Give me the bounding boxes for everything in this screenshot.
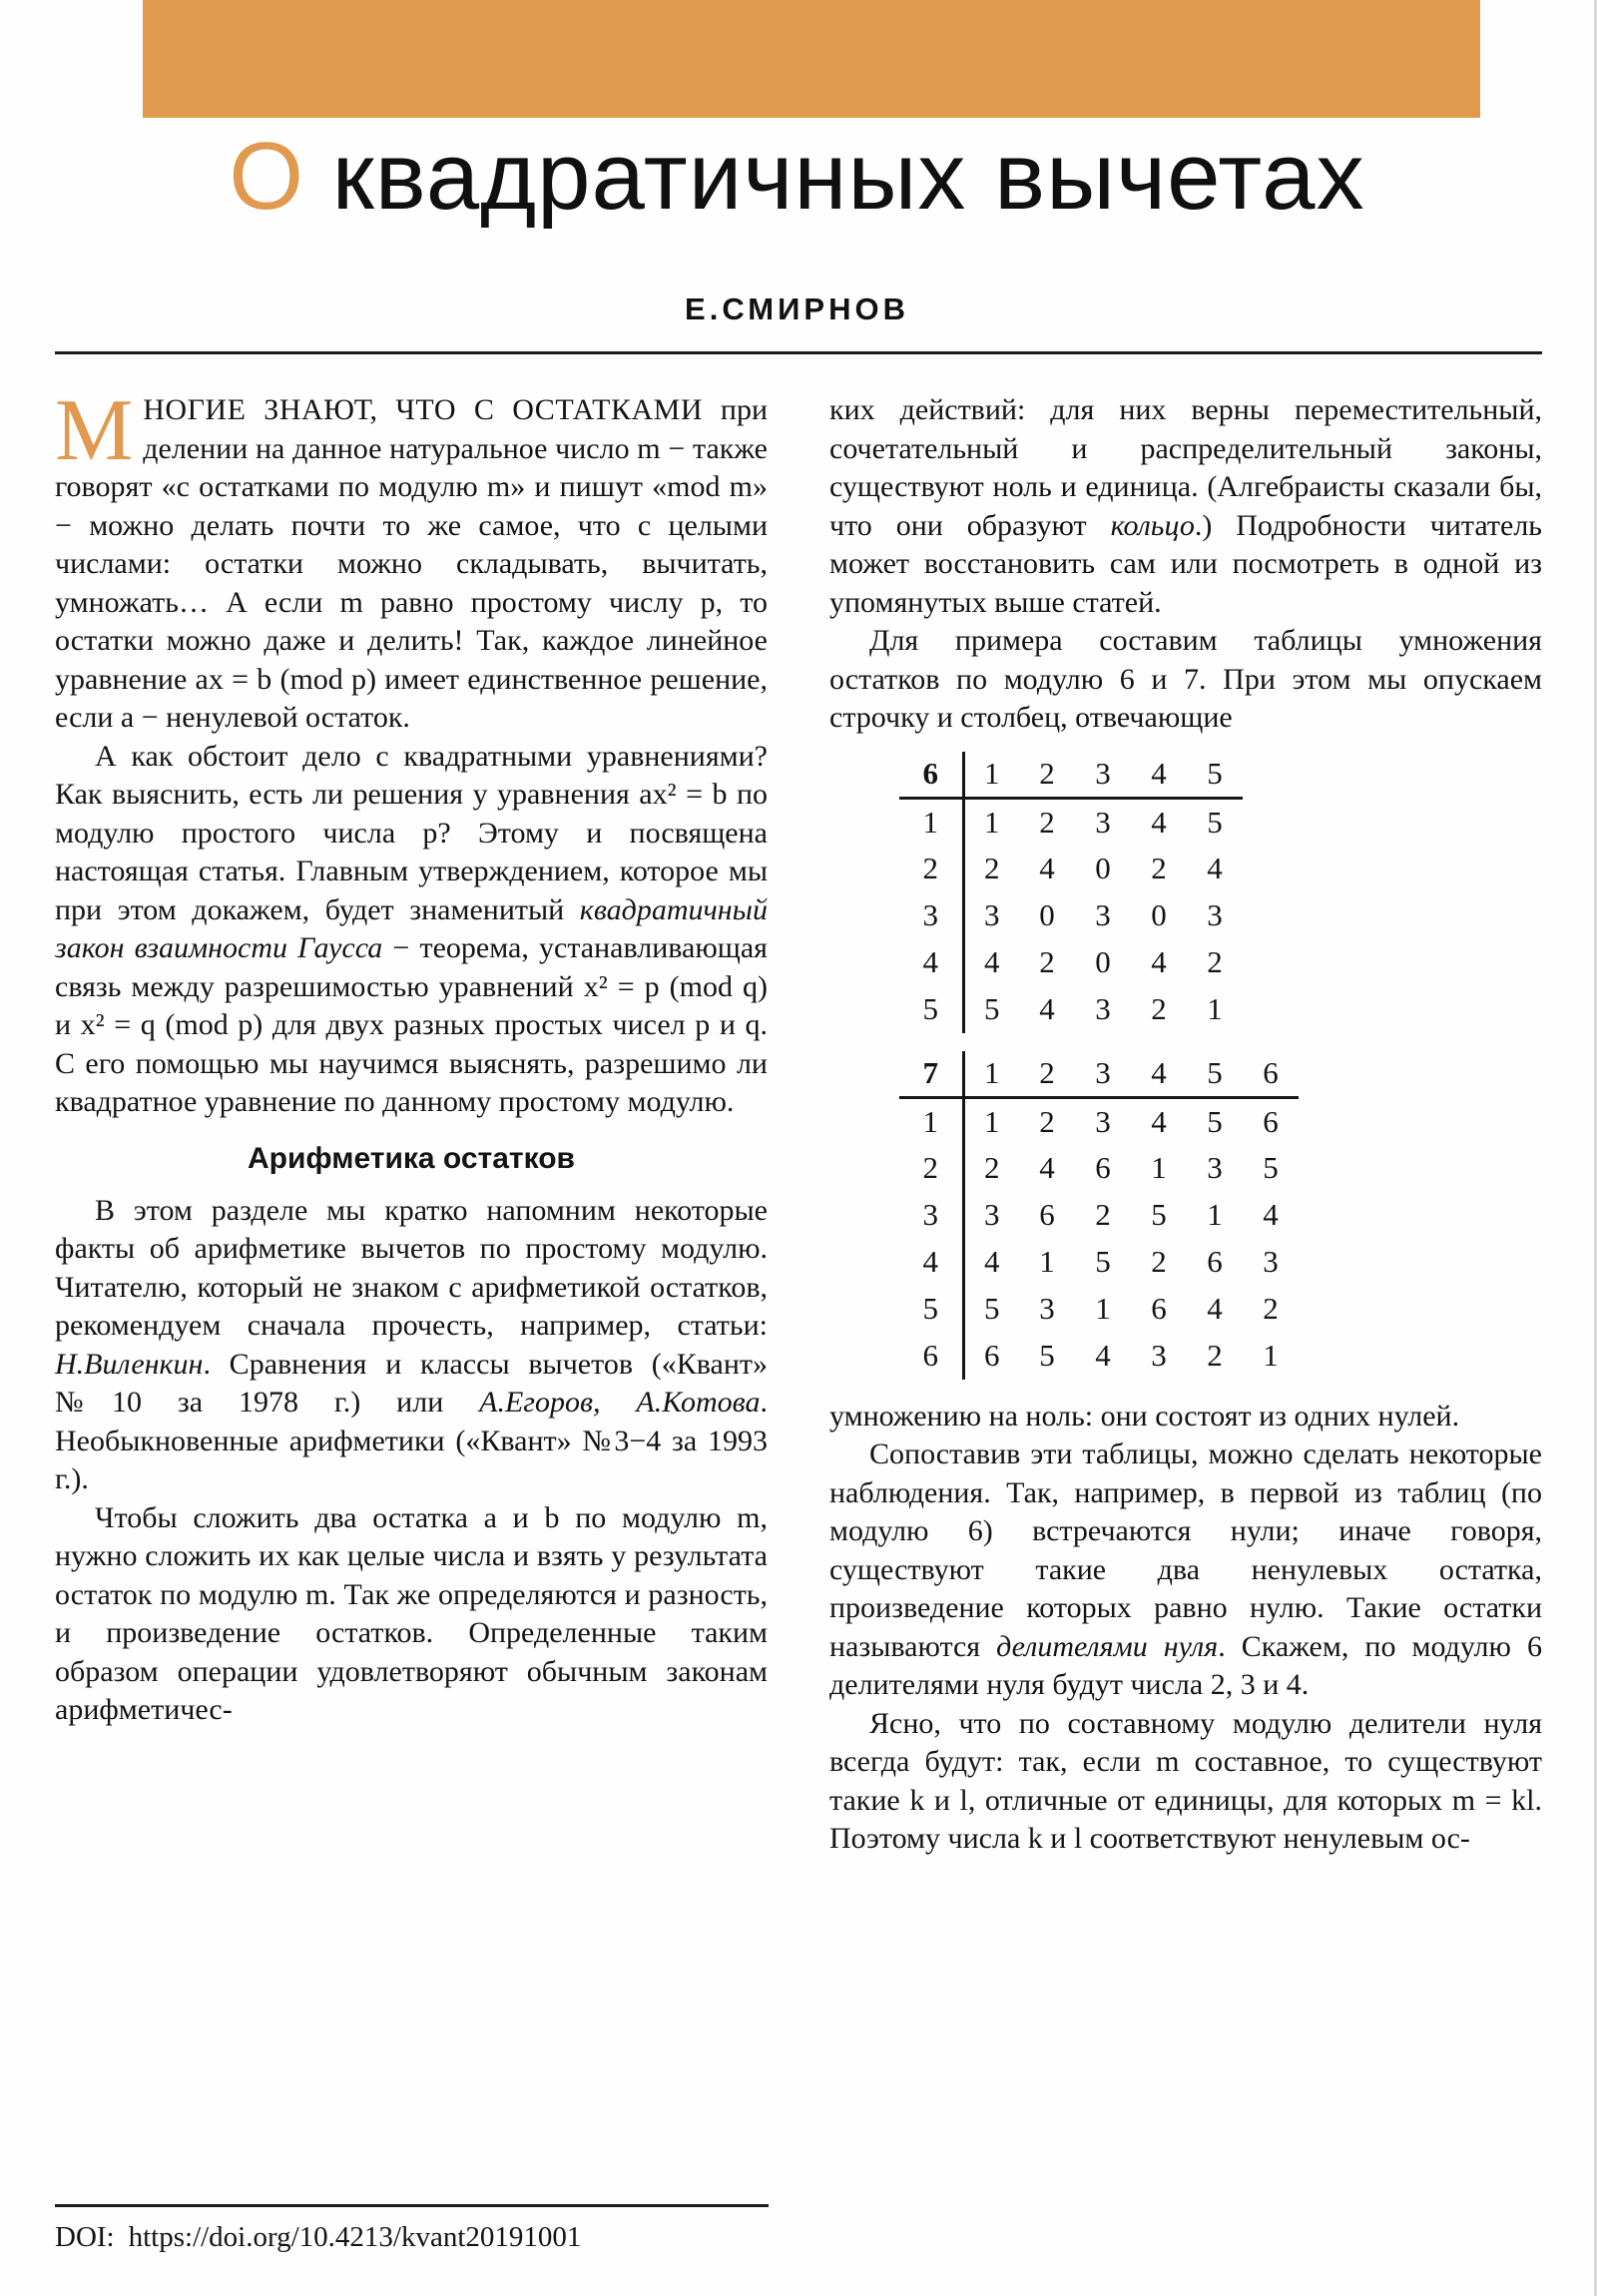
table-row-head-cell: 1 <box>899 799 963 846</box>
header-banner <box>143 0 1480 118</box>
table-value-cell: 5 <box>1263 1150 1279 1185</box>
table-value-cell: 3 <box>984 897 1000 932</box>
multiplication-table-mod-6 <box>829 752 1542 1033</box>
cayley-table-mod-6 <box>899 752 1243 1033</box>
table-row-head-cell: 3 <box>899 1192 963 1239</box>
lead-capitals: НОГИЕ ЗНАЮТ, ЧТО С ОСТАТКАМИ <box>143 393 721 426</box>
paragraph-intro <box>55 382 768 738</box>
table-value-cell: 3 <box>1095 897 1111 932</box>
table-value-cell: 4 <box>984 944 1000 979</box>
table-value-cell: 0 <box>1151 897 1167 932</box>
table-value-cell: 6 <box>1151 1291 1167 1326</box>
table-value-cell: 2 <box>984 851 1000 885</box>
table-value-cell: 4 <box>1151 944 1167 979</box>
table-row-head-cell: 5 <box>899 986 963 1033</box>
paragraph-composite-modulus: Ясно, что по составному модулю делители нуля всегда будут: так, если m составное, то существуют такие k и l, отличные от единицы, для которых m = kl. Поэтому числа k и l соответствуют ненулевым ос- <box>829 1706 1542 1855</box>
table-row-head-cell: 4 <box>899 1239 963 1286</box>
table-value-cell: 1 <box>1039 1244 1055 1279</box>
emphasis-ring: кольцо <box>1110 508 1195 542</box>
table-value-cell: 5 <box>984 1291 1000 1326</box>
table-value-cell: 3 <box>1095 804 1111 840</box>
table-value-cell: 4 <box>1263 1197 1279 1232</box>
multiplication-table-mod-7 <box>829 1051 1542 1380</box>
table-value-cell: 4 <box>1039 851 1055 885</box>
table-row-head-cell: 6 <box>899 1333 963 1380</box>
table-value-cell: 2 <box>1151 851 1167 885</box>
title-initial-letter: О <box>229 123 305 230</box>
table-value-cell: 4 <box>1207 851 1223 885</box>
table-row-head-cell: 2 <box>899 1145 963 1192</box>
table-header-cell: 6 <box>1243 1051 1299 1098</box>
section-heading-arithmetic: Арифметика остатков <box>247 1141 575 1175</box>
table-value-cell: 5 <box>1207 1103 1223 1139</box>
paragraph-text: .) Подробности читатель может восстановить сам или посмотреть в одной из упомянутых выше статей. <box>829 508 1542 619</box>
table-value-cell: 2 <box>1039 944 1055 979</box>
paragraph-text: − теорема, устанавливающая связь между разрешимостью уравнений x² = p (mod q) и x² = q (mod p) для двух разных простых чисел p и q. С его помощью мы научимся выяснять, разрешимо ли квадратное уравнение по данному простому модулю. <box>55 931 768 1118</box>
paragraph-text: ких действий: для них верны переместительный, сочетательный и распределительный законы, существуют ноль и единица. (Алгебраисты сказали бы, что они образуют <box>829 393 1542 542</box>
table-value-cell: 4 <box>1151 1103 1167 1139</box>
table-row-head-cell: 3 <box>899 892 963 939</box>
table-header-cell: 4 <box>1131 1051 1187 1098</box>
table-value-cell: 2 <box>1207 1338 1223 1373</box>
paragraph-text: . Скажем, по модулю 6 делителями нуля будут числа 2, 3 и 4. <box>829 1629 1542 1701</box>
table-value-cell: 6 <box>1095 1150 1111 1185</box>
table-value-cell: 2 <box>1039 1103 1055 1139</box>
emphasis-zero-divisors: делителями нуля <box>996 1629 1219 1663</box>
paragraph-tables-intro: Для примера составим таблицы умножения остатков по модулю 6 и 7. При этом мы опускаем строчку и столбец, отвечающие <box>829 624 1542 734</box>
table-value-cell: 6 <box>1207 1244 1223 1279</box>
table-value-cell: 3 <box>1207 897 1223 932</box>
paragraph-text: . Сравнения и классы вычетов («Квант» №10 за 1978 г.) или <box>55 1347 768 1419</box>
paragraph-references <box>55 1192 768 1499</box>
table-value-cell: 1 <box>1095 1291 1111 1326</box>
table-value-cell: 5 <box>1207 804 1223 840</box>
table-value-cell: 3 <box>1095 1103 1111 1139</box>
table-value-cell: 4 <box>1039 991 1055 1026</box>
table-value-cell: 5 <box>984 991 1000 1026</box>
table-value-cell: 4 <box>1039 1150 1055 1185</box>
left-column <box>55 382 768 1859</box>
table-value-cell: 6 <box>1039 1197 1055 1232</box>
table-value-cell: 1 <box>1263 1338 1279 1373</box>
table-header-cell: 5 <box>1187 1051 1243 1098</box>
table-row-head-cell: 5 <box>899 1286 963 1333</box>
table-value-cell: 2 <box>1207 944 1223 979</box>
table-row-head-cell: 2 <box>899 846 963 892</box>
table-row-head-cell: 1 <box>899 1098 963 1145</box>
table-value-cell: 3 <box>1039 1291 1055 1326</box>
table-value-cell: 5 <box>1151 1197 1167 1232</box>
paragraph-text: при делении на данное натуральное число m − также говорят «с остатками по модулю m» и пишут «mod m» − можно делать почти то же самое, что с целыми числами: остатки можно складывать, вычитать, умножать… А если m равно простому числу p, то остатки можно даже и делить! Так, каждое линейное уравнение ax = b (mod p) имеет единственное решение, если a − ненулевой остаток. <box>55 393 768 734</box>
paragraph-quadratic <box>55 738 768 1122</box>
table-header-cell: 2 <box>1019 1051 1075 1098</box>
article-title <box>0 122 1594 232</box>
table-value-cell: 2 <box>1151 991 1167 1026</box>
doi-label: DOI: <box>55 2221 115 2253</box>
table-value-cell: 5 <box>1095 1244 1111 1279</box>
table-value-cell: 3 <box>1095 991 1111 1026</box>
table-value-cell: 1 <box>984 1103 1000 1139</box>
table-header-cell: 3 <box>1075 1051 1131 1098</box>
paragraph-text: Сопоставив эти таблицы, можно сделать некоторые наблюдения. Так, например, в первой из таблиц (по модулю 6) встречаются нули; иначе говоря, существуют такие два ненулевых остатка, произведение которых равно нулю. Такие остатки называются <box>829 1437 1542 1663</box>
paragraph-tables-outro: умножению на ноль: они состоят из одних нулей. <box>829 1399 1460 1433</box>
table-modulus-cell: 6 <box>899 752 963 799</box>
table-value-cell: 2 <box>1263 1291 1279 1326</box>
table-value-cell: 2 <box>1095 1197 1111 1232</box>
table-value-cell: 6 <box>984 1338 1000 1373</box>
table-value-cell: 2 <box>1039 804 1055 840</box>
drop-cap: М <box>55 382 134 479</box>
table-value-cell: 2 <box>984 1150 1000 1185</box>
doi-line <box>55 2204 769 2254</box>
table-value-cell: 5 <box>1039 1338 1055 1373</box>
table-header-cell: 2 <box>1019 752 1075 799</box>
table-value-cell: 4 <box>984 1244 1000 1279</box>
table-value-cell: 0 <box>1039 897 1055 932</box>
table-value-cell: 1 <box>1207 991 1223 1026</box>
table-value-cell: 3 <box>1151 1338 1167 1373</box>
table-header-cell: 1 <box>963 1051 1019 1098</box>
table-value-cell: 1 <box>1207 1197 1223 1232</box>
table-row-head-cell: 4 <box>899 939 963 986</box>
table-value-cell: 4 <box>1151 804 1167 840</box>
table-value-cell: 3 <box>1207 1150 1223 1185</box>
paragraph-text: В этом разделе мы кратко напомним некоторые факты об арифметике вычетов по простому модулю. Читателю, который не знаком с арифметикой остатков, рекомендуем сначала прочесть, например, статьи: <box>55 1193 768 1342</box>
multiplication-tables <box>829 752 1542 1380</box>
table-modulus-cell: 7 <box>899 1051 963 1098</box>
table-value-cell: 1 <box>1151 1150 1167 1185</box>
title-rest: квадратичных вычетах <box>304 123 1365 230</box>
two-column-body <box>55 382 1542 1859</box>
header-divider <box>55 351 1542 354</box>
right-column <box>829 391 1542 1859</box>
author-name: Е.СМИРНОВ <box>685 291 909 326</box>
paragraph-addition-rule: Чтобы сложить два остатка a и b по модулю m, нужно сложить их как целые числа и взять у результата остаток по модулю m. Так же определяются и разность, и произведение остатков. Определенные таким образом операции удовлетворяют обычным законам арифметичес- <box>55 1500 768 1726</box>
table-value-cell: 0 <box>1095 944 1111 979</box>
table-header-cell: 3 <box>1075 752 1131 799</box>
table-value-cell: 2 <box>1151 1244 1167 1279</box>
table-header-cell: 4 <box>1131 752 1187 799</box>
table-header-cell: 1 <box>963 752 1019 799</box>
paragraph-text: А как обстоит дело с квадратными уравнениями? Как выяснить, есть ли решения у уравнения ax² = b по модулю простого числа p? Этому и посвящена настоящая статья. Главным утверждением, которое мы при этом докажем, будет знаменитый <box>55 739 768 926</box>
paragraph-zero-divisors <box>829 1435 1542 1705</box>
paragraph-ring-laws <box>829 391 1542 622</box>
emphasis-egorov-kotova: А.Егоров, А.Котова <box>479 1386 761 1419</box>
table-header-cell: 5 <box>1187 752 1243 799</box>
paragraph-text: . Необыкновенные арифметики («Квант» №3−4 за 1993 г.). <box>55 1386 768 1495</box>
table-value-cell: 6 <box>1263 1103 1279 1139</box>
table-value-cell: 4 <box>1207 1291 1223 1326</box>
table-value-cell: 0 <box>1095 851 1111 885</box>
emphasis-vilenkin: Н.Виленкин <box>55 1347 204 1381</box>
table-value-cell: 1 <box>984 804 1000 840</box>
doi-link[interactable]: https://doi.org/10.4213/kvant20191001 <box>128 2221 582 2253</box>
table-value-cell: 4 <box>1095 1338 1111 1373</box>
cayley-table-mod-7 <box>899 1051 1299 1380</box>
table-value-cell: 3 <box>984 1197 1000 1232</box>
emphasis-gauss-law: квадратичный закон взаимности Гаусса <box>55 892 768 964</box>
table-value-cell: 3 <box>1263 1244 1279 1279</box>
